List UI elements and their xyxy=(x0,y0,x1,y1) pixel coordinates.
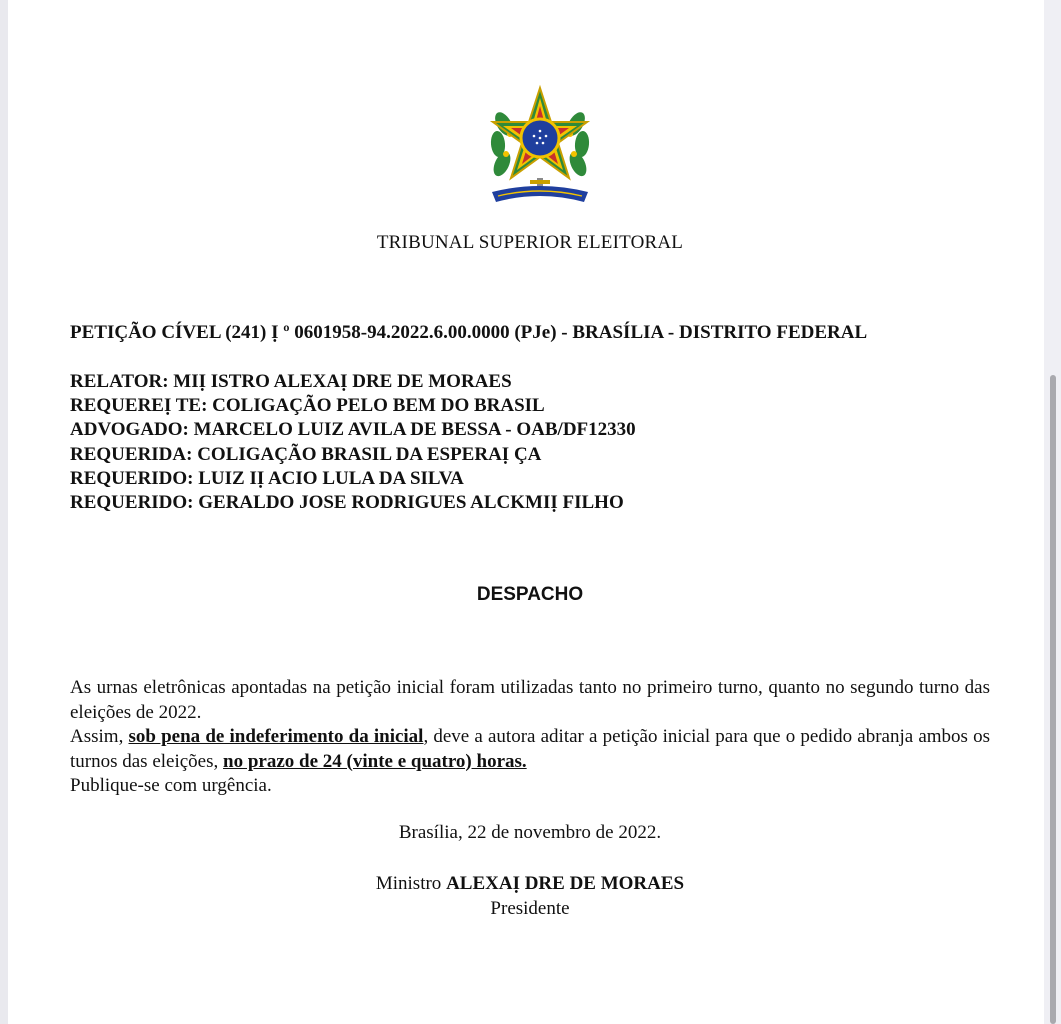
p2-emphasis-penalty: sob pena de indeferimento da inicial xyxy=(128,726,424,747)
signer-prefix: Ministro xyxy=(375,873,447,894)
body-paragraph-2 xyxy=(70,725,990,774)
signer-role: Presidente xyxy=(490,897,570,919)
party-line: REQUEREỊ TE: COLIGAÇÃO PELO BEM DO BRASIL xyxy=(70,395,545,417)
document-page xyxy=(8,0,1044,1024)
signer-line xyxy=(70,872,990,897)
body-paragraph-1: As urnas eletrônicas apontadas na petição inicial foram utilizadas tanto no primeiro turno, quanto no segundo turno das eleições de 2022. xyxy=(70,677,990,723)
party-line: REQUERIDA: COLIGAÇÃO BRASIL DA ESPERAỊ ÇA xyxy=(70,443,542,465)
court-name: TRIBUNAL SUPERIOR ELEITORAL xyxy=(376,232,684,253)
coat-of-arms-of-brazil-icon xyxy=(484,84,596,210)
body-paragraph-3: Publique-se com urgência. xyxy=(70,775,272,796)
party-line: REQUERIDO: LUIZ IỊ ACIO LULA DA SILVA xyxy=(70,467,464,489)
signature-block xyxy=(70,872,990,921)
p2-emphasis-deadline: no prazo de 24 (vinte e quatro) horas. xyxy=(223,750,527,772)
process-line: PETIÇÃO CÍVEL (241) Ị º 0601958-94.2022.6.00.0000 (PJe) - BRASÍLIA - DISTRITO FEDERAL xyxy=(70,322,868,343)
document-body xyxy=(70,676,990,799)
p2-middle: , deve a autora aditar a petição inicial para que o pedido abranja ambos os turnos das eleições, xyxy=(70,726,990,772)
signer-name: ALEXAỊ DRE DE MORAES xyxy=(446,873,685,894)
party-line: REQUERIDO: GERALDO JOSE RODRIGUES ALCKMIỊ FILHO xyxy=(70,492,624,514)
parties-block xyxy=(70,370,636,515)
party-line: RELATOR: MIỊ ISTRO ALEXAỊ DRE DE MORAES xyxy=(70,371,512,392)
document-title: DESPACHO xyxy=(476,584,584,605)
scrollbar-track[interactable] xyxy=(1044,0,1061,1024)
place-date: Brasília, 22 de novembro de 2022. xyxy=(398,822,662,843)
p2-start: Assim, xyxy=(70,726,129,747)
party-line: ADVOGADO: MARCELO LUIZ AVILA DE BESSA - OAB/DF12330 xyxy=(70,419,636,441)
scrollbar-thumb[interactable] xyxy=(1050,375,1056,1024)
